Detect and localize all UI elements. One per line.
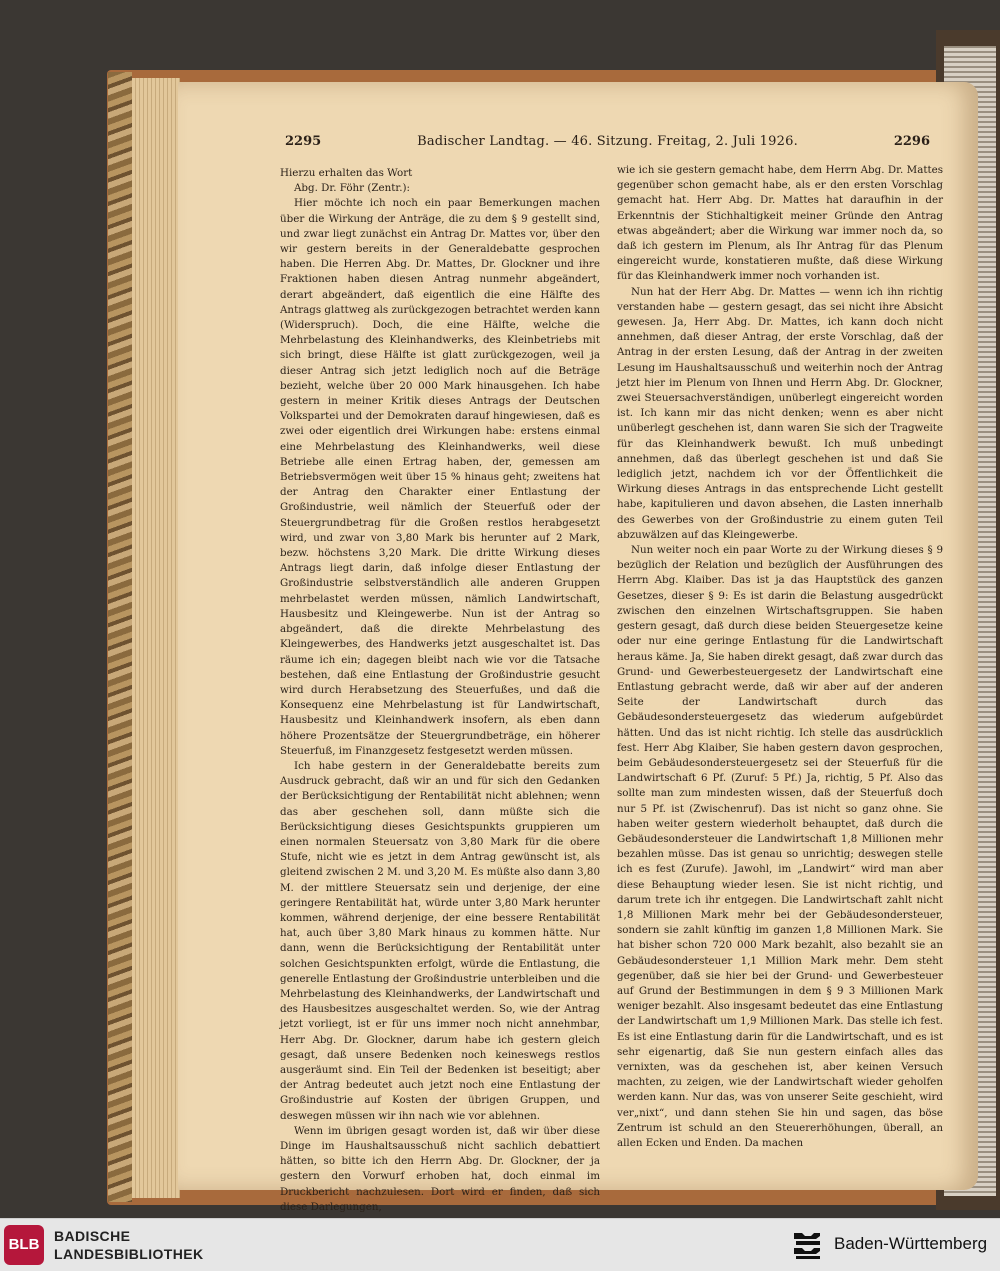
blb-logo[interactable]: BLB xyxy=(4,1225,44,1265)
page-number-right: 2296 xyxy=(893,134,930,149)
paragraph: Ich habe gestern in der Generaldebatte bereits zum Ausdruck gebracht, daß wir an und für sich den Gedanken der Berücksichtigung der Rentabilität nicht ablehnen; wenn das aber geschehen soll, dann müßte sich die Berücksichtigung dieses Gesichtspunkts gruppieren um einen normalen Steuersatz von 3,80 Mark für die obere Stufe, nicht wie es jetzt in dem Antrag gewünscht ist, als gleitend zwischen 2 M. und 3,20 M. Es müßte also dann 3,80 M. der mittlere Steuersatz sein und derjenige, der eine geringere Rentabilität hat, würde unter 3,80 Mark herunter kommen, während derjenige, der eine bessere Rentabilität hat, auch über 3,80 Mark hinaus zu kommen hätte. Nur dann, wenn die Berücksichtigung der Rentabilität unter solchen Gesichtspunkten erfolgt, würde die Entlastung, die generelle Entlastung der Großindustrie unterbleiben und die Mehrbelastung des Kleinhandwerks, der Landwirtschaft und des Hausbesitzes ausgeschaltet werden. So, wie der Antrag jetzt vorliegt, ist er für uns immer noch nicht annehmbar, Herr Abg. Dr. Glockner, darum habe ich gestern gleich gesagt, daß unsere Bedenken noch keineswegs restlos ausgeräumt sind. Ein Teil der Bedenken ist beseitigt; aber der Antrag bedeutet auch jetzt noch eine Entlastung der Großindustrie auf Kosten der übrigen Gruppen, und deswegen müssen wir ihn nach wie vor ablehnen. xyxy=(280,759,600,1122)
page-edges xyxy=(132,78,180,1198)
paragraph: Wenn im übrigen gesagt worden ist, daß wir über diese Dinge im Haushaltsausschuß nicht sachlich debattiert hätten, so bitte ich den Herrn Abg. Dr. Glockner, der ja gestern den Vorwurf erhoben hat, doch einmal im Druckbericht nachzulesen. Dort wird er finden, daß sich diese Darlegungen, xyxy=(280,1124,600,1213)
paragraph: Nun hat der Herr Abg. Dr. Mattes — wenn ich ihn richtig verstanden habe — gestern gesagt, das sei nicht ihre Absicht gewesen. Ja, Herr Abg. Dr. Mattes, ich kann doch nicht annehmen, daß dieser Antrag, der erste Vorschlag, daß der Antrag in der ersten Lesung, daß der Antrag in der zweiten Lesung im Haushaltsausschuß und weiterhin noch der Antrag jetzt hier im Plenum von Ihnen und Herrn Abg. Dr. Glockner, zwei Steuersachverständigen, unüberlegt eingereicht worden ist. Ich kann mir das nicht denken; wenn es aber nicht unüberlegt geschehen ist, dann waren Sie sich der Tragweite für das Kleinhandwerk bewußt. Ich muß unbedingt annehmen, daß das überlegt geschehen ist und daß Sie lediglich jetzt, nachdem ich vor der Öffentlichkeit die Wirkung dieses Antrags in das entsprechende Licht gestellt habe, kapitulieren und davon absehen, die Lasten innerhalb des Gewerbes von der Großindustrie zu einem guten Teil abzuwälzen auf das Kleingewerbe. xyxy=(617,285,943,541)
running-title: Badischer Landtag. — 46. Sitzung. Freitag, 2. Juli 1926. xyxy=(417,134,798,149)
right-text-column xyxy=(617,163,943,1151)
page-number-left: 2295 xyxy=(285,134,322,149)
state-name: Baden-Württemberg xyxy=(834,1234,988,1253)
left-text-column xyxy=(280,166,600,1215)
library-name-line1: BADISCHE xyxy=(54,1228,131,1244)
paragraph: wie ich sie gestern gemacht habe, dem Herrn Abg. Dr. Mattes gegenüber schon gemacht habe, als er den ersten Vorschlag gemacht hat. Herr Abg. Dr. Mattes hat daraufhin in der Erkenntnis der Stichhaltigkeit meiner Gründe den Antrag etwas abgeändert; aber die Wirkung war immer noch da, so daß ich gestern im Plenum, als Ihr Antrag für das Plenum eingereicht wurde, konstatieren mußte, daß diese Wirkung für das Kleinhandwerk immer noch vorhanden ist. xyxy=(617,164,943,283)
library-name xyxy=(54,1227,204,1263)
marbled-edge xyxy=(108,72,132,1202)
page-header xyxy=(285,134,930,154)
viewer-footer xyxy=(0,1218,1000,1271)
paragraph: Hier möchte ich noch ein paar Bemerkungen machen über die Wirkung der Anträge, die zu dem § 9 gestellt sind, und zwar liegt zunächst ein Antrag Dr. Mattes vor, über den wir gestern bereits in der Generaldebatte gesprochen haben. Die Herren Abg. Dr. Mattes, Dr. Glockner und ihre Fraktionen haben diesen Antrag nunmehr abgeändert, derart abgeändert, daß eigentlich die eine Hälfte des Antrags glattweg als zurückgezogen betrachtet werden kann (Widerspruch). Doch, die eine Hälfte, welche die Mehrbelastung des Kleinhandwerks, des Kleinbetriebs mit sich bringt, diese Hälfte ist glatt zurückgezogen, weil ja dieser Antrag sich jetzt lediglich noch auf die Beträge bezieht, welche über 20 000 Mark hinausgehen. Ich habe gestern in meiner Kritik dieses Antrags der Deutschen Volkspartei und der Demokraten darauf hingewiesen, daß es zwei oder eigentlich drei Wirkungen habe: erstens einmal eine Mehrbelastung des Kleinhandwerks, weil diese Betriebe alle einen Ertrag haben, der, gemessen am Betriebsvermögen weit über 15 % hinaus geht; zweitens hat der Antrag den Charakter einer Entlastung der Großindustrie, weil nämlich der Steuerfuß oder der Steuergrundbetrag für die Großen restlos herabgesetzt wird, und zwar von 3,80 Mark bis herunter auf 2 Mark, bezw. höchstens 3,20 Mark. Die dritte Wirkung dieses Antrags liegt darin, daß infolge dieser Entlastung der Großindustrie selbstverständlich alle anderen Gruppen mehrbelastet werden müssen, nämlich Landwirtschaft, Hausbesitz und Kleingewerbe. Nun ist der Antrag so abgeändert, daß die direkte Mehrbelastung des Kleingewerbes, des Handwerks jetzt ausgeschaltet ist. Das räume ich ein; dagegen bleibt nach wie vor die Tatsache bestehen, daß eine Entlastung der Großindustrie gesucht wird durch Herabsetzung des Steuerfußes, und daß die Konsequenz eine Mehrbelastung ist für Landwirtschaft, Hausbesitz und Kleinhandwerk insofern, als eben dann höhere Prozentsätze der Steuergrundbeträge, ein höherer Steuerfuß, im Finanzgesetz festgesetzt werden müssen. xyxy=(280,197,600,757)
paragraph: Hierzu erhalten das Wort xyxy=(280,167,413,179)
baden-wuerttemberg-lions-icon xyxy=(790,1227,826,1263)
library-name-line2: LANDESBIBLIOTHEK xyxy=(54,1246,204,1262)
speaker-line: Abg. Dr. Föhr (Zentr.): xyxy=(294,182,410,195)
paragraph: Nun weiter noch ein paar Worte zu der Wirkung dieses § 9 bezüglich der Relation und bezüglich der Ausführungen des Herrn Abg. Klaiber. Das ist ja das Hauptstück des ganzen Gesetzes, dieser § 9: Es ist darin die Belastung ausgedrückt zwischen den einzelnen Wirtschaftsgruppen. Sie haben gestern gesagt, daß durch diese beiden Steuergesetze keine oder nur eine geringe Entlastung für die Landwirtschaft heraus käme. Ja, Sie haben direkt gesagt, daß zwar durch das Grund- und Gewerbesteuergesetz der Landwirtschaft eine Entlastung gebracht werde, daß wir aber auf der anderen Seite der Landwirtschaft durch das Gebäudesondersteuergesetz das wiederum aufgebürdet hätten. Und das ist nicht richtig. Ich stelle das ausdrücklich fest. Herr Abg Klaiber, Sie haben gestern davon gesprochen, beim Gebäudesondersteuergesetz sei der Steuerfuß für die Landwirtschaft 6 Pf. (Zuruf: 5 Pf.) Ja, richtig, 5 Pf. Also das sollte man zum mindesten wissen, daß der Steuerfuß doch nur 5 Pf. ist (Zwischenruf). Das ist nicht so ganz ohne. Sie haben weiter gestern wiederholt behauptet, daß durch die Gebäudesondersteuer die Landwirtschaft 1,8 Millionen mehr bezahlen müsse. Das ist genau so unrichtig; deswegen stelle ich es fest (Zurufe). Jawohl, im „Landwirt“ wird man aber diese Behauptung wieder lesen. Sie ist nicht richtig, und darum trete ich ihr entgegen. Die Landwirtschaft zahlt nicht 1,8 Millionen Mark mehr bei der Gebäudesondersteuer, sondern sie zahlt künftig im ganzen 1,8 Millionen Mark. Sie hat bisher schon 720 000 Mark bezahlt, also bezahlt sie an Gebäudesondersteuer 1,1 Million Mark mehr. Dem steht gegenüber, daß sie hier bei der Grund- und Gewerbesteuer auf Grund der Bestimmungen in dem § 9 3 Millionen Mark weniger bezahlt. Also insgesamt bedeutet das eine Entlastung der Landwirtschaft um 1,9 Millionen Mark. Das stelle ich fest. Es ist eine Entlastung darin für die Landwirtschaft, und es ist sehr eigenartig, daß Sie nun gestern einfach alles das vernixten, was da geschehen ist, aber keinen Versuch machten, zu zeigen, wie der Landwirtschaft wieder geholfen werden kann. Nur das, was von unserer Seite geschieht, wird ver„nixt“, und dann stehen Sie hin und sagen, das böse Zentrum ist schuld an den Steuererhöhungen, überall, an allen Ecken und Enden. Da machen xyxy=(617,544,943,1149)
